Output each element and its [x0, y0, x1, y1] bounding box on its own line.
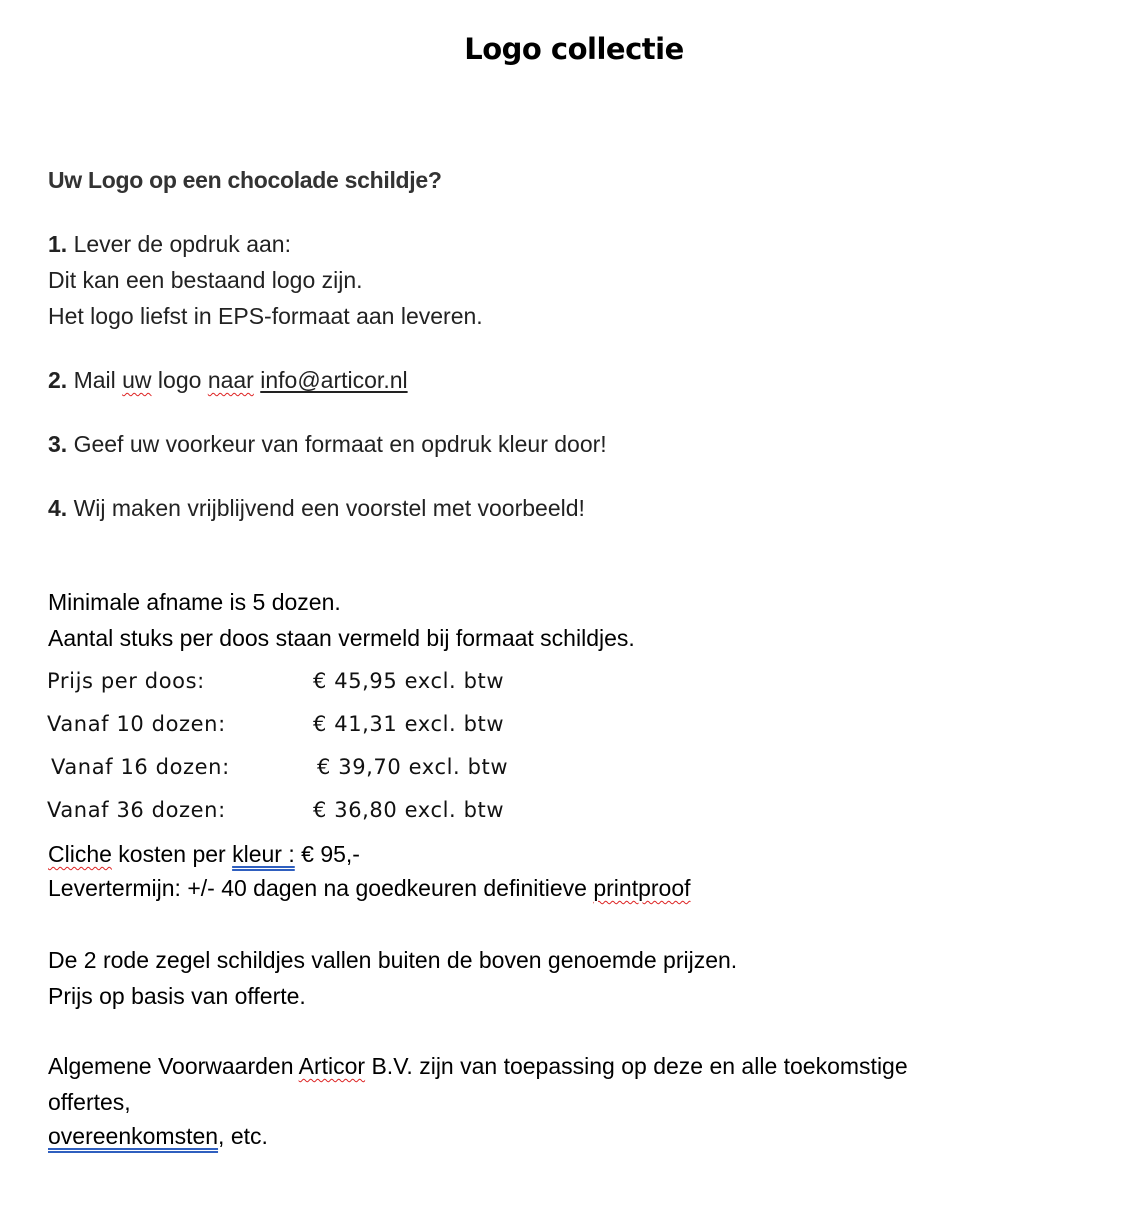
- step-1-line-2: Dit kan een bestaand logo zijn.: [48, 267, 363, 293]
- terms-line-2: offertes,: [48, 1089, 131, 1115]
- price-label: Vanaf 36 dozen:: [47, 798, 226, 822]
- step-1-line-3: Het logo liefst in EPS-formaat aan leveren.: [48, 303, 483, 329]
- cliche-word: Cliche: [48, 841, 112, 867]
- step-1-text: Lever de opdruk aan:: [67, 231, 291, 257]
- page-title: Logo collectie: [464, 32, 684, 66]
- price-value: € 36,80 excl. btw: [313, 798, 505, 822]
- price-value: € 39,70 excl. btw: [317, 755, 509, 779]
- step-2: [48, 366, 408, 394]
- step-3-text: Geef uw voorkeur van formaat en opdruk kleur door!: [67, 431, 607, 457]
- terms-line-3-post: , etc.: [218, 1123, 268, 1149]
- step-2-uw: uw: [122, 367, 152, 393]
- minimum-order: Minimale afname is 5 dozen.: [48, 589, 341, 615]
- price-label: Prijs per doos:: [47, 669, 205, 693]
- kleur-word: kleur :: [232, 841, 295, 867]
- step-4: [48, 494, 585, 522]
- delivery-term: [48, 874, 691, 902]
- cliche-mid: kosten per: [111, 841, 233, 867]
- cliche-price: € 95,-: [294, 841, 360, 867]
- step-1: [48, 230, 291, 258]
- delivery-text: Levertermijn: +/- 40 dagen na goedkeuren definitieve: [48, 875, 594, 901]
- price-label: Vanaf 16 dozen:: [51, 755, 230, 779]
- email-link[interactable]: info@articor.nl: [260, 367, 408, 393]
- section-heading: Uw Logo op een chocolade schildje?: [48, 167, 442, 193]
- step-4-text: Wij maken vrijblijvend een voorstel met voorbeeld!: [67, 495, 585, 521]
- step-3: [48, 430, 607, 458]
- price-value: € 45,95 excl. btw: [313, 669, 505, 693]
- step-3-number: 3.: [48, 431, 68, 457]
- red-seal-note: De 2 rode zegel schildjes vallen buiten de boven genoemde prijzen.: [48, 947, 738, 973]
- step-1-number: 1.: [48, 231, 68, 257]
- terms-line-3: [48, 1122, 268, 1150]
- step-4-number: 4.: [48, 495, 68, 521]
- cliche-cost: [48, 840, 360, 868]
- step-2-pre: Mail: [67, 367, 123, 393]
- price-value: € 41,31 excl. btw: [313, 712, 505, 736]
- quote-basis: Prijs op basis van offerte.: [48, 983, 306, 1009]
- step-2-naar: naar: [207, 367, 254, 393]
- company-name: Articor: [298, 1053, 366, 1079]
- terms-post: B.V. zijn van toepassing op deze en alle toekomstige: [365, 1053, 908, 1079]
- overeenkomsten-word: overeenkomsten: [48, 1123, 219, 1149]
- terms-pre: Algemene Voorwaarden: [48, 1053, 299, 1079]
- terms-line-1: [48, 1052, 908, 1080]
- printproof-word: printproof: [593, 875, 691, 901]
- step-2-number: 2.: [48, 367, 68, 393]
- per-box-note: Aantal stuks per doos staan vermeld bij formaat schildjes.: [48, 625, 635, 651]
- step-2-mid: logo: [151, 367, 208, 393]
- price-label: Vanaf 10 dozen:: [47, 712, 226, 736]
